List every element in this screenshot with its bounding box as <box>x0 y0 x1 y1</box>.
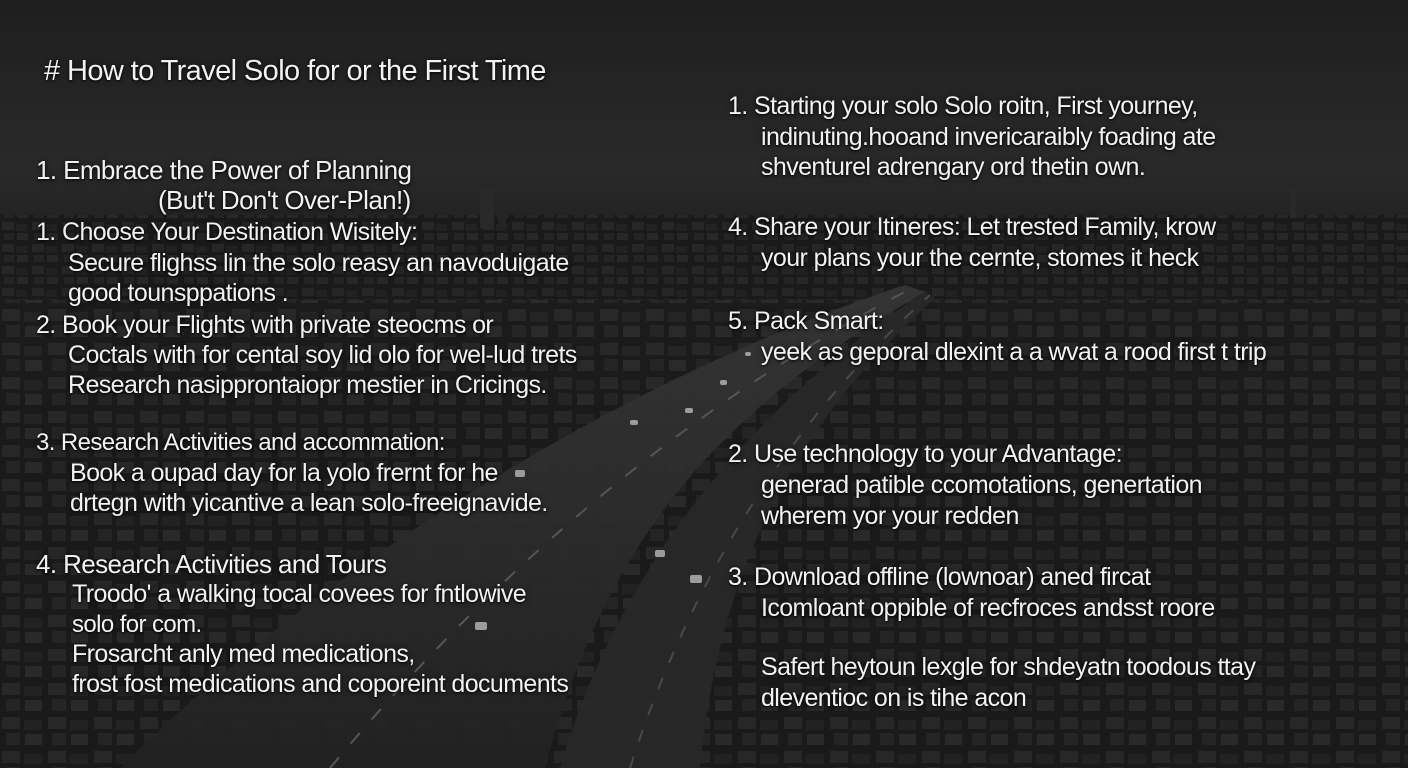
right-item-pack-smart-text: yeek as geporal dlexint a a wvat a rood first t trip <box>761 338 1267 366</box>
left-item-book-flights-text: Coctals with for cental soy lid olo for wel-lud trets <box>68 341 577 369</box>
left-item-choose-destination: 1. Choose Your Destination Wisitely: <box>36 218 418 246</box>
page-title: # How to Travel Solo for or the First Time <box>44 55 546 87</box>
left-heading-line-2: (But't Don't Over-Plan!) <box>158 185 411 215</box>
left-item-book-flights-text: Research nasipprontaiopr mestier in Cricings. <box>68 371 547 399</box>
right-item-download-offline: 3. Download offline (lownoar) aned fircat <box>728 563 1151 591</box>
left-item-choose-destination-text: Secure flighss lin the solo reasy an navoduigate <box>68 249 569 277</box>
right-item-starting-solo-text: shventurel adrengary ord thetin own. <box>761 153 1146 181</box>
right-item-use-technology-text: generad patible ccomotations, genertation <box>761 471 1202 499</box>
right-item-download-offline-text: Icomloant oppible of recfroces andsst roore <box>761 594 1215 622</box>
left-item-research-tours: 4. Research Activities and Tours <box>36 549 387 579</box>
left-heading-line-1: 1. Embrace the Power of Planning <box>36 155 412 185</box>
right-item-use-technology: 2. Use technology to your Advantage: <box>728 440 1122 468</box>
right-item-pack-smart: 5. Pack Smart: <box>728 307 884 335</box>
right-item-share-itinerary-text: your plans your the cernte, stomes it heck <box>761 244 1199 272</box>
right-item-share-itinerary: 4. Share your Itineres: Let trested Family, krow <box>728 213 1216 241</box>
left-item-research-tours-text: frost fost medications and coporeint documents <box>72 670 569 698</box>
left-item-research-tours-text: Troodo' a walking tocal covees for fntlowive <box>72 580 527 608</box>
right-item-safety-text: dleventioc on is tihe acon <box>761 684 1027 712</box>
right-item-use-technology-text: wherem yor your redden <box>761 502 1019 530</box>
left-item-research-accommodation: 3. Research Activities and accommation: <box>36 429 445 456</box>
right-item-starting-solo-text: indinuting.hooand invericaraibly foading ate <box>761 123 1216 151</box>
left-item-book-flights: 2. Book your Flights with private steocms or <box>36 311 494 339</box>
left-item-research-accommodation-text: drtegn with yicantive a lean solo-freeignavide. <box>70 489 548 517</box>
right-item-safety-text: Safert heytoun lexgle for shdeyatn toodous ttay <box>761 653 1256 681</box>
left-item-research-accommodation-text: Book a oupad day for la yolo frernt for he <box>70 459 498 487</box>
left-item-research-tours-text: Frosarcht anly med medications, <box>72 640 415 668</box>
right-item-starting-solo: 1. Starting your solo Solo roitn, First yourney, <box>728 92 1198 120</box>
left-item-research-tours-text: solo for com. <box>72 611 202 638</box>
left-item-choose-destination-text: good tounsppations . <box>68 279 289 307</box>
